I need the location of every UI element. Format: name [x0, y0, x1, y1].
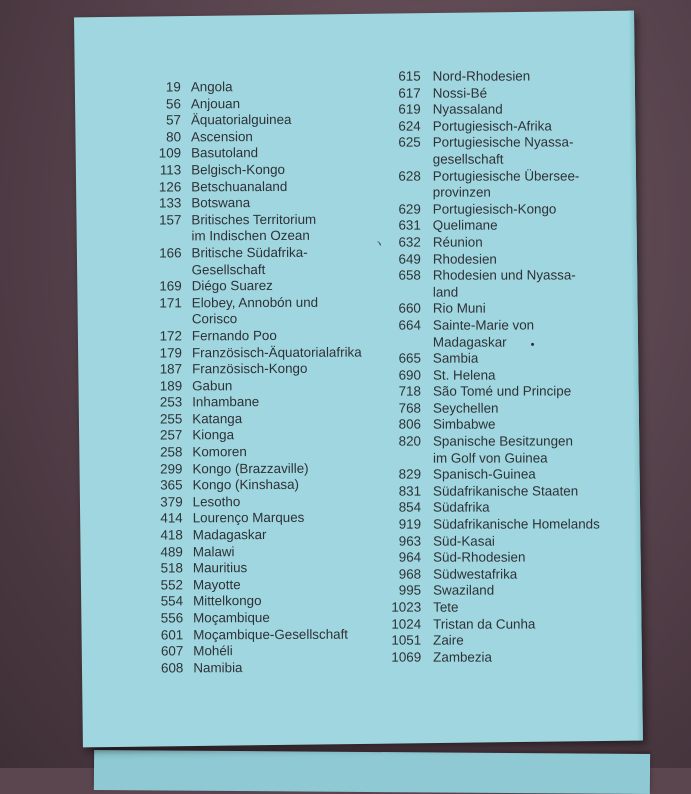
entry-page-number: 995	[398, 583, 422, 599]
entry-country-name: im Golf von Guinea	[433, 450, 548, 466]
entry-country-name: Madagaskar	[432, 334, 507, 350]
entry-country-name: Süd-Rhodesien	[433, 549, 526, 565]
index-entry	[381, 317, 600, 334]
entry-page-number: 1069	[391, 649, 422, 665]
entry-country-name: Lesotho	[192, 493, 241, 510]
index-entry	[148, 344, 362, 362]
entry-country-name: Spanisch-Guinea	[433, 466, 536, 482]
entry-country-name: Ascension	[191, 128, 253, 145]
index-entry	[381, 151, 600, 168]
entry-page-number: 665	[398, 350, 421, 366]
entry-country-name: Südafrika	[433, 500, 490, 516]
entry-page-number: 379	[160, 494, 183, 510]
index-entry	[381, 68, 600, 85]
entry-country-name: im Indischen Ozean	[191, 228, 310, 244]
entry-page-number	[148, 312, 182, 329]
index-entry	[147, 178, 361, 196]
entry-country-name: Seychellen	[432, 400, 499, 416]
entry-page-number: 253	[159, 394, 183, 410]
entry-page-number: 718	[398, 383, 421, 399]
index-entry	[372, 234, 600, 251]
entry-page-number: 831	[398, 483, 422, 499]
entry-country-name: Portugiesische Nyassa-	[432, 134, 574, 151]
entry-country-name: Sainte-Marie von	[432, 317, 535, 333]
index-entry	[148, 294, 362, 312]
entry-country-name: Betschuanaland	[191, 178, 288, 194]
entry-page-number: 258	[160, 444, 183, 460]
entry-country-name: Portugiesische Übersee-	[432, 168, 580, 184]
index-entry	[381, 351, 600, 368]
entry-page-number: 166	[159, 245, 182, 261]
index-entry	[381, 533, 600, 550]
entry-country-name: Botswana	[191, 195, 251, 211]
entry-country-name: Tristan da Cunha	[433, 616, 536, 632]
entry-country-name: Fernando Poo	[191, 327, 277, 344]
entry-page-number: 664	[398, 317, 421, 333]
index-entry	[147, 162, 361, 180]
index-entry	[147, 145, 361, 163]
entry-page-number	[381, 450, 421, 467]
index-entry	[148, 261, 362, 279]
index-entry	[381, 118, 600, 135]
index-entry	[148, 460, 362, 478]
index-column-right	[372, 68, 600, 666]
entry-country-name: Spanische Besitzungen	[432, 433, 573, 449]
entry-page-number: 157	[159, 212, 182, 228]
index-entry	[149, 527, 363, 545]
entry-page-number: 628	[398, 168, 421, 184]
entry-country-name: Angola	[190, 79, 233, 95]
entry-page-number	[381, 152, 421, 169]
entry-page-number: 126	[158, 178, 182, 195]
entry-country-name: Rhodesien	[432, 251, 497, 267]
entry-country-name: Moçambique-Gesellschaft	[193, 626, 349, 642]
entry-country-name: Lourenço Marques	[192, 510, 305, 526]
entry-country-name: Namibia	[193, 659, 243, 676]
entry-page-number: 489	[160, 544, 183, 560]
entry-page-number: 556	[160, 610, 184, 626]
entry-country-name: Swaziland	[433, 582, 495, 599]
entry-page-number: 768	[398, 400, 421, 416]
entry-country-name: Französisch-Kongo	[192, 360, 308, 377]
index-entry	[381, 450, 600, 467]
index-entry	[149, 576, 363, 594]
index-entry	[381, 467, 600, 484]
index-entry	[381, 102, 600, 119]
entry-country-name: Sambia	[432, 350, 479, 366]
entry-page-number: 619	[398, 101, 421, 117]
index-entry	[149, 477, 363, 495]
index-entry	[381, 135, 600, 152]
entry-country-name: Kionga	[192, 427, 235, 443]
entry-page-number: 113	[159, 162, 182, 178]
entry-country-name: Gesellschaft	[191, 261, 266, 277]
entry-country-name: Réunion	[432, 234, 483, 250]
entry-page-number: 56	[165, 95, 181, 112]
entry-country-name: Britische Südafrika-	[191, 244, 308, 261]
index-entry	[149, 626, 363, 644]
index-entry	[381, 566, 600, 583]
index-entry	[148, 245, 362, 263]
entry-country-name: Basutoland	[191, 145, 259, 161]
index-entry	[381, 633, 600, 650]
entry-page-number: 617	[398, 85, 421, 101]
book-page	[74, 11, 643, 748]
index-entry	[381, 550, 600, 567]
entry-page-number: 172	[159, 328, 182, 344]
entry-page-number: 299	[160, 461, 183, 477]
index-entry	[147, 112, 361, 130]
entry-page-number	[381, 334, 421, 351]
entry-country-name: Äquatorialguinea	[190, 112, 292, 128]
entry-country-name: Quelimane	[432, 217, 498, 233]
entry-page-number: 80	[166, 129, 182, 145]
entry-page-number: 690	[398, 367, 421, 383]
index-entry	[381, 334, 600, 351]
index-entry	[148, 328, 362, 346]
entry-page-number: 57	[166, 112, 181, 128]
entry-page-number: 171	[159, 295, 182, 311]
entry-country-name: Rhodesien und Nyassa-	[432, 267, 576, 283]
entry-page-number: 187	[159, 361, 183, 377]
index-entry	[147, 79, 361, 97]
entry-page-number: 631	[398, 217, 421, 234]
entry-country-name: Mittelkongo	[193, 593, 262, 609]
index-entry	[147, 95, 361, 113]
entry-page-number: 660	[398, 300, 421, 316]
entry-page-number: 919	[398, 516, 422, 532]
entry-country-name: Elobey, Annobón und	[191, 294, 319, 311]
index-entry	[148, 377, 362, 395]
entry-page-number: 607	[160, 643, 184, 659]
entry-page-number: 854	[398, 500, 422, 516]
entry-page-number: 133	[158, 195, 182, 211]
entry-country-name: Südwestafrika	[433, 566, 518, 582]
index-entry	[381, 218, 600, 235]
entry-page-number: 608	[160, 660, 184, 676]
entry-page-number: 658	[398, 267, 421, 283]
entry-country-name: Südafrikanische Homelands	[433, 516, 600, 532]
entry-country-name: provinzen	[432, 184, 491, 200]
index-entry	[148, 278, 362, 296]
entry-country-name: Süd-Kasai	[433, 533, 495, 549]
entry-page-number: 518	[160, 560, 183, 576]
entry-page-number: 179	[159, 344, 183, 360]
index-entry	[147, 211, 361, 229]
entry-country-name: Tete	[433, 599, 459, 615]
entry-country-name: Belgisch-Kongo	[191, 161, 286, 178]
entry-country-name: Anjouan	[190, 95, 241, 111]
index-entry	[149, 510, 363, 528]
entry-country-name: Mauritius	[192, 560, 248, 576]
index-entry	[148, 311, 362, 329]
entry-country-name: Rio Muni	[432, 300, 486, 316]
entry-page-number: 19	[165, 79, 181, 95]
entry-page-number: 189	[159, 378, 183, 394]
entry-page-number	[381, 185, 421, 202]
index-entry	[148, 394, 362, 412]
entry-country-name: Nossi-Bé	[432, 85, 488, 101]
index-column-left	[147, 79, 363, 677]
entry-page-number: 624	[398, 118, 421, 134]
entry-country-name: Diégo Suarez	[191, 278, 273, 294]
entry-country-name: Inhambane	[192, 394, 260, 410]
entry-page-number: 109	[158, 145, 182, 161]
index-entry	[381, 185, 600, 202]
entry-country-name: Portugiesisch-Kongo	[432, 201, 557, 217]
entry-page-number: 632	[398, 234, 421, 250]
index-entry	[149, 493, 363, 511]
entry-page-number: 1051	[391, 632, 422, 648]
index-entry	[148, 427, 362, 445]
index-entry	[381, 251, 600, 268]
entry-country-name: Mayotte	[192, 576, 241, 593]
index-entry	[381, 417, 600, 434]
index-entry	[149, 659, 363, 677]
entry-page-number: 829	[398, 466, 422, 482]
entry-page-number: 169	[159, 278, 182, 294]
entry-country-name: Kongo (Kinshasa)	[192, 477, 300, 493]
entry-country-name: Katanga	[192, 410, 243, 427]
entry-page-number: 625	[398, 135, 421, 151]
entry-page-number: 418	[160, 527, 183, 543]
entry-page-number: 629	[398, 201, 421, 217]
entry-page-number: 964	[398, 549, 422, 565]
entry-page-number: 601	[160, 626, 184, 643]
pencil-tick-mark: ヽ	[372, 236, 385, 251]
entry-country-name: Moçambique	[193, 610, 270, 626]
index-entry	[149, 543, 363, 561]
index-entry	[381, 268, 600, 285]
entry-page-number	[381, 284, 421, 301]
index-entry	[381, 599, 600, 616]
index-entry	[148, 361, 362, 379]
entry-page-number: 552	[160, 577, 184, 593]
index-entry	[381, 168, 600, 185]
entry-country-name: Nyassaland	[432, 101, 503, 117]
entry-country-name: Zambezia	[433, 649, 492, 665]
index-entry	[381, 483, 600, 500]
entry-country-name: Corisco	[191, 311, 238, 327]
ink-speck	[531, 343, 534, 346]
entry-country-name: Gabun	[192, 377, 233, 394]
index-entry	[381, 400, 600, 417]
entry-country-name: Nord-Rhodesien	[432, 68, 531, 84]
entry-country-name: Zaire	[433, 632, 464, 648]
index-entry	[381, 367, 600, 384]
entry-page-number: 255	[159, 411, 183, 427]
entry-page-number: 365	[160, 477, 183, 493]
entry-page-number	[147, 229, 181, 246]
index-entry	[149, 593, 363, 611]
entry-country-name: gesellschaft	[432, 151, 504, 167]
entry-country-name: São Tomé und Principe	[432, 383, 572, 399]
index-entry	[148, 444, 362, 462]
index-entry	[381, 616, 600, 633]
entry-page-number: 615	[398, 68, 421, 84]
index-entry	[381, 384, 600, 401]
entry-page-number: 1024	[391, 616, 422, 632]
index-entry	[149, 610, 363, 628]
entry-page-number: 968	[398, 566, 422, 582]
entry-page-number: 806	[398, 417, 421, 433]
entry-page-number: 414	[160, 510, 183, 526]
entry-country-name: Portugiesisch-Afrika	[432, 118, 552, 134]
entry-page-number: 820	[398, 433, 422, 449]
index-entry	[381, 85, 600, 102]
index-entry	[381, 517, 600, 534]
index-entry	[381, 201, 600, 218]
index-entry	[381, 649, 600, 666]
entry-country-name: Madagaskar	[192, 527, 267, 543]
index-entry	[381, 434, 600, 451]
index-entry	[149, 560, 363, 578]
entry-country-name: Simbabwe	[432, 417, 496, 433]
entry-page-number	[148, 262, 182, 279]
entry-country-name: Malawi	[192, 543, 235, 559]
index-entry	[381, 500, 600, 517]
index-entry	[147, 128, 361, 146]
index-entry	[149, 643, 363, 661]
entry-page-number: 1023	[391, 599, 422, 615]
index-entry	[381, 301, 600, 318]
index-entry	[147, 195, 361, 213]
entry-country-name: Französisch-Äquatorialafrika	[191, 344, 362, 360]
entry-country-name: Kongo (Brazzaville)	[192, 460, 309, 476]
entry-country-name: land	[432, 284, 459, 300]
entry-country-name: Mohéli	[193, 643, 233, 659]
entry-country-name: Südafrikanische Staaten	[433, 483, 579, 499]
index-entry	[381, 284, 600, 301]
entry-country-name: St. Helena	[432, 367, 496, 383]
entry-page-number: 257	[159, 427, 183, 443]
entry-page-number: 963	[398, 533, 422, 549]
entry-country-name: Britisches Territorium	[191, 211, 317, 228]
index-entry	[148, 410, 362, 428]
entry-page-number: 649	[398, 251, 421, 267]
index-entry	[381, 583, 600, 600]
entry-page-number: 554	[160, 593, 184, 609]
index-entry	[147, 228, 361, 246]
entry-country-name: Komoren	[192, 444, 247, 460]
next-book-page-edge	[94, 750, 650, 794]
